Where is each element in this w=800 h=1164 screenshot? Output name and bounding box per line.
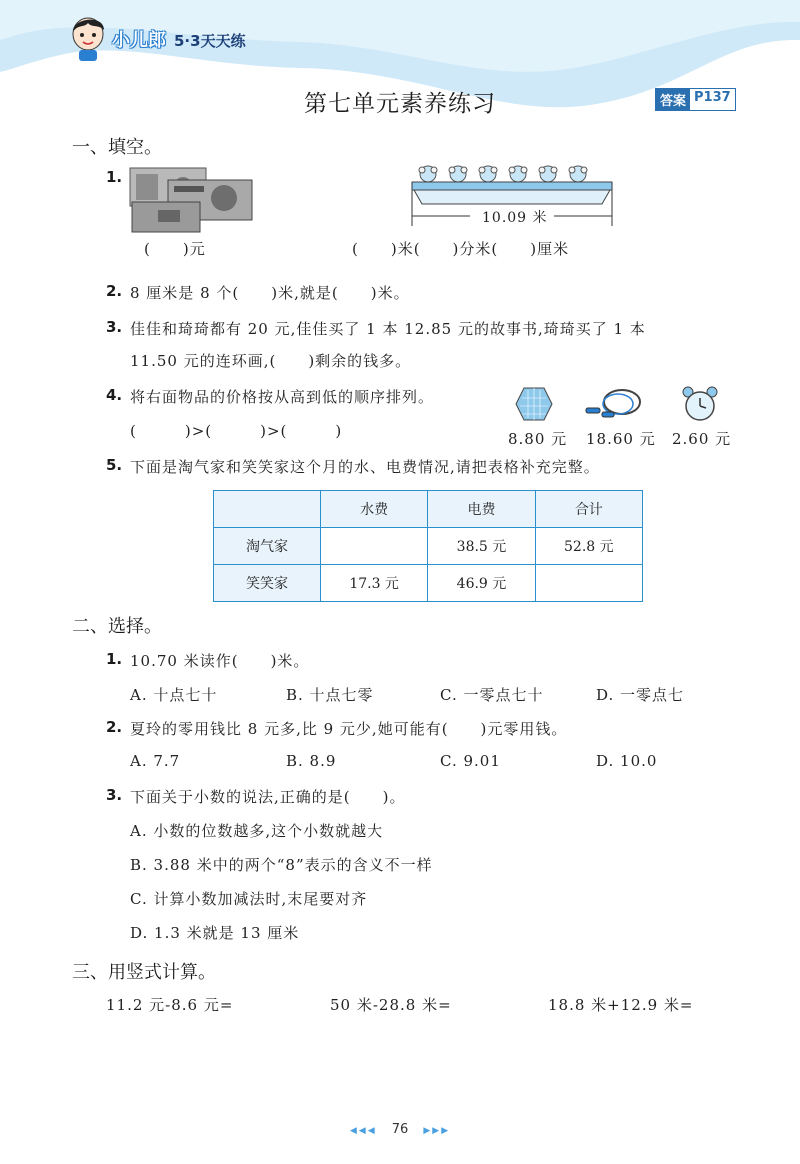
choice-option[interactable]: D. 一零点七	[596, 686, 685, 704]
calc-problem: 11.2 元-8.6 元=	[106, 996, 234, 1014]
table-cell-blank[interactable]	[320, 528, 427, 565]
question-number: 2.	[106, 718, 123, 736]
question-text: 8 厘米是 8 个( )米,就是( )米。	[130, 284, 410, 302]
page-footer	[340, 1118, 460, 1137]
question-number: 4.	[106, 386, 123, 404]
question-text: 下面关于小数的说法,正确的是( )。	[130, 788, 406, 806]
utility-fee-table	[213, 490, 643, 602]
choice-option[interactable]: C. 9.01	[440, 752, 501, 770]
arrow-right-icon: ▶▶▶	[423, 1126, 451, 1136]
choice-option[interactable]: A. 7.7	[130, 752, 181, 770]
choice-option[interactable]: D. 1.3 米就是 13 厘米	[130, 924, 300, 942]
table-cell: 52.8 元	[535, 528, 642, 565]
table-header-cell: 电费	[428, 491, 535, 528]
table-header-cell	[214, 491, 321, 528]
money-blank[interactable]: ( )元	[144, 240, 206, 258]
table-row-header: 淘气家	[214, 528, 321, 565]
table-header-cell: 合计	[535, 491, 642, 528]
arrow-left-icon: ◀◀◀	[349, 1126, 377, 1136]
hexagon-box-icon	[514, 386, 554, 422]
choice-option[interactable]: B. 8.9	[286, 752, 337, 770]
jump-rope-icon	[584, 382, 646, 422]
calc-problem: 18.8 米+12.9 米=	[548, 996, 694, 1014]
question-text: 夏玲的零用钱比 8 元多,比 9 元少,她可能有( )元零用钱。	[130, 720, 568, 738]
question-number: 2.	[106, 282, 123, 300]
page-number: 76	[391, 1122, 409, 1137]
price-label: 8.80 元	[508, 430, 568, 448]
table-row-header: 笑笑家	[214, 565, 321, 602]
question-number: 1.	[106, 650, 123, 668]
question-number: 3.	[106, 786, 123, 804]
question-text: 11.50 元的连环画,( )剩余的钱多。	[130, 352, 412, 370]
answer-reference	[655, 88, 736, 111]
question-number: 3.	[106, 318, 123, 336]
choice-option[interactable]: B. 3.88 米中的两个“8”表示的含义不一样	[130, 856, 433, 874]
table-header-cell: 水费	[320, 491, 427, 528]
choice-option[interactable]: A. 十点七十	[130, 686, 218, 704]
table-row	[214, 528, 643, 565]
table-cell-blank[interactable]	[535, 565, 642, 602]
choice-option[interactable]: C. 一零点七十	[440, 686, 544, 704]
table-cell: 17.3 元	[320, 565, 427, 602]
question-text: 下面是淘气家和笑笑家这个月的水、电费情况,请把表格补充完整。	[130, 458, 600, 476]
question-number: 5.	[106, 456, 123, 474]
question-text: 10.70 米读作( )米。	[130, 652, 310, 670]
planter-length-label: 10.09 米	[482, 210, 548, 226]
section-1-heading-text: 一、填空。	[72, 137, 162, 158]
question-number: 1.	[106, 168, 123, 186]
section-1-heading	[72, 133, 162, 159]
mascot-boy-icon	[68, 14, 108, 62]
calc-problem: 50 米-28.8 米=	[330, 996, 452, 1014]
price-label: 18.60 元	[586, 430, 656, 448]
table-cell: 46.9 元	[428, 565, 535, 602]
price-label: 2.60 元	[672, 430, 732, 448]
question-text: 将右面物品的价格按从高到低的顺序排列。	[130, 388, 435, 406]
order-blanks[interactable]: ( )>( )>( )	[130, 422, 343, 440]
choice-option[interactable]: D. 10.0	[596, 752, 658, 770]
series-name: 5·3天天练	[174, 32, 246, 50]
page-title: 第七单元素养练习	[304, 91, 496, 117]
alarm-clock-icon	[680, 386, 720, 422]
table-cell: 38.5 元	[428, 528, 535, 565]
brand-logo: 小儿郎	[112, 30, 166, 51]
choice-option[interactable]: C. 计算小数加减法时,末尾要对齐	[130, 890, 368, 908]
answer-label: 答案	[656, 89, 690, 110]
section-3-heading: 三、用竖式计算。	[72, 962, 216, 983]
section-2-heading: 二、选择。	[72, 616, 162, 637]
banknotes-image	[128, 164, 254, 234]
answer-page: P137	[694, 90, 731, 105]
length-blanks[interactable]: ( )米( )分米( )厘米	[352, 240, 570, 258]
table-header-row	[214, 491, 643, 528]
question-text: 佳佳和琦琦都有 20 元,佳佳买了 1 本 12.85 元的故事书,琦琦买了 1 本	[130, 320, 646, 338]
choice-option[interactable]: B. 十点七零	[286, 686, 374, 704]
choice-option[interactable]: A. 小数的位数越多,这个小数就越大	[130, 822, 384, 840]
table-row	[214, 565, 643, 602]
